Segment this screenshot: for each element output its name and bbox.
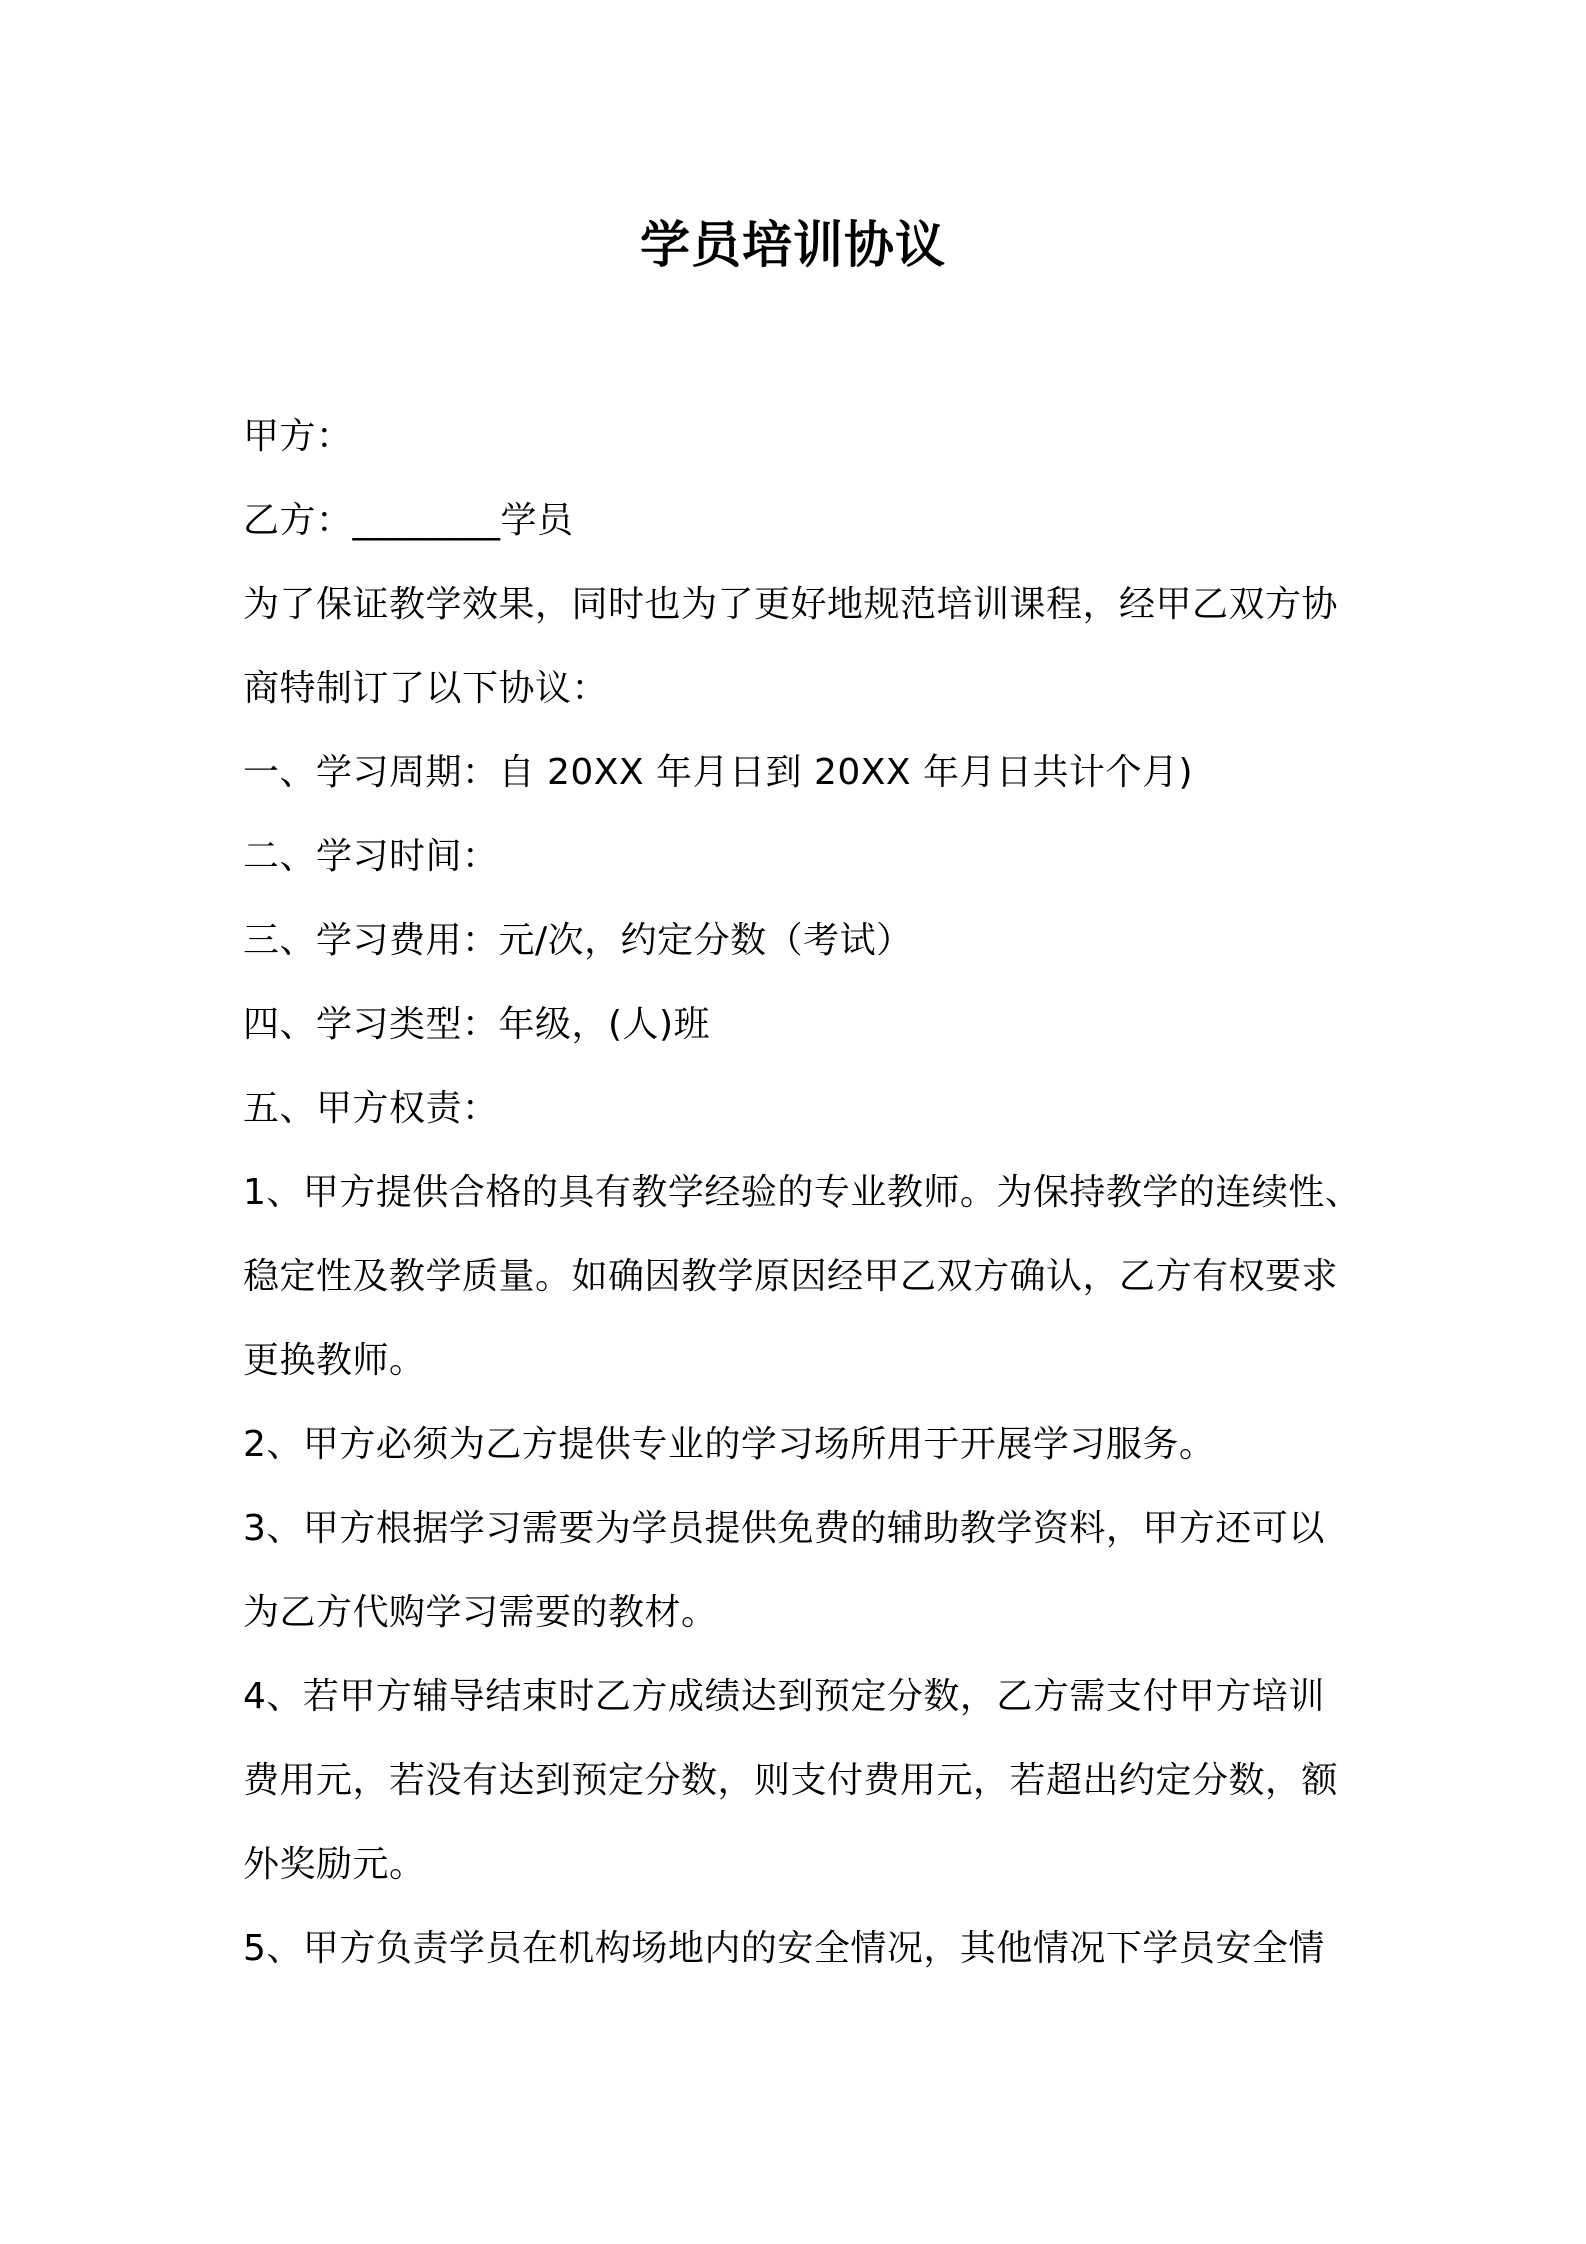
paragraph-party-b [243, 479, 1358, 563]
paragraph-clause-5 [243, 1907, 1358, 1991]
text-line: 商特制订了以下协议： [243, 668, 609, 709]
text-line: 四、学习类型：年级，(人)班 [243, 1004, 711, 1045]
paragraph-clause-3 [243, 1487, 1358, 1655]
text-line: 5、甲方负责学员在机构场地内的安全情况，其他情况下学员安全情 [243, 1928, 1325, 1969]
paragraph-study-time [243, 815, 1358, 899]
text-line: 费用元，若没有达到预定分数，则支付费用元，若超出约定分数，额 [243, 1760, 1339, 1801]
paragraph-study-fee [243, 899, 1358, 983]
text-line: 甲方： [243, 416, 353, 457]
paragraph-clause-4 [243, 1655, 1358, 1907]
paragraph-clause-1 [243, 1151, 1362, 1403]
text-line: 2、甲方必须为乙方提供专业的学习场所用于开展学习服务。 [243, 1424, 1216, 1465]
paragraph-clause-2 [243, 1403, 1358, 1487]
document-body [243, 395, 1362, 1991]
paragraph-party-a [243, 395, 1358, 479]
text-line: 二、学习时间： [243, 836, 499, 877]
document-title: 学员培训协议 [640, 216, 946, 274]
text-line: 三、学习费用：元/次，约定分数（考试） [243, 920, 913, 961]
text-line: 1、甲方提供合格的具有教学经验的专业教师。为保持教学的连续性、 [243, 1172, 1362, 1213]
text-line: 稳定性及教学质量。如确因教学原因经甲乙双方确认，乙方有权要求 [243, 1256, 1339, 1297]
text-line: 为了保证教学效果，同时也为了更好地规范培训课程，经甲乙双方协 [243, 584, 1339, 625]
text-line: 一、学习周期：自 20XX 年月日到 20XX 年月日共计个月) [243, 752, 1194, 793]
paragraph-preamble [243, 563, 1358, 731]
text-line: 乙方：________学员 [243, 500, 574, 541]
text-line: 4、若甲方辅导结束时乙方成绩达到预定分数，乙方需支付甲方培训 [243, 1676, 1325, 1717]
text-line: 为乙方代购学习需要的教材。 [243, 1592, 718, 1633]
paragraph-study-type [243, 983, 1358, 1067]
paragraph-party-a-rights [243, 1067, 1358, 1151]
text-line: 五、甲方权责： [243, 1088, 499, 1129]
text-line: 更换教师。 [243, 1340, 426, 1381]
text-line: 3、甲方根据学习需要为学员提供免费的辅助教学资料，甲方还可以 [243, 1508, 1325, 1549]
paragraph-study-period [243, 731, 1358, 815]
text-line: 外奖励元。 [243, 1844, 426, 1885]
